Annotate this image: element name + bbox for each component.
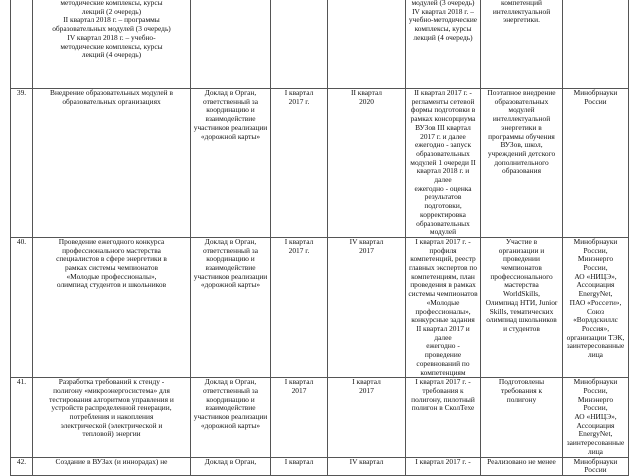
document-type-cell bbox=[191, 0, 271, 89]
executor-cell: Минобрнауки России bbox=[563, 89, 629, 238]
stage-cell: II квартал 2017 г. - регламенты сетевой формы подготовки в рамках консорциума ВУЗов III квартал 2017 г. и далее ежегодно - запуск образовательных модулей 1 очереди II квартал 2018 г. и далее ежегодно - оценка результатов подготовки, корректировка образовательных модулей bbox=[406, 89, 481, 238]
row-number-cell: 41. bbox=[11, 378, 33, 457]
stage-cell: I квартал 2017 г. - bbox=[406, 457, 481, 475]
row-number-cell: 42. bbox=[11, 457, 33, 475]
table-row bbox=[11, 237, 629, 377]
end-date-cell: IV квартал 2017 bbox=[328, 237, 406, 377]
stage-cell: I квартал 2017 г. - требования к полигону, пилотный полигон в СколТехе bbox=[406, 378, 481, 457]
result-cell: компетенций интеллектуальной энергетики. bbox=[481, 0, 563, 89]
end-date-cell: II квартал 2020 bbox=[328, 89, 406, 238]
start-date-cell bbox=[271, 0, 328, 89]
stage-cell: модулей (3 очередь) IV квартал 2018 г. – учебно-методические комплексы, курсы лекций (4 очередь) bbox=[406, 0, 481, 89]
table-row bbox=[11, 89, 629, 238]
result-cell: Участие в организации и проведении чемпионатов профессионального мастерства WorldSkills, Олимпиад НТИ, Junior Skills, тематических олимпиад школьников и студентов bbox=[481, 237, 563, 377]
start-date-cell: I квартал 2017 г. bbox=[271, 237, 328, 377]
measure-cell: Разработка требований к стенду - полигону «микроэнергосистема» для тестирования алгоритмов управления и устройств распределенной генерации, потребления и накопления электрической (электрической и тепловой) энергии bbox=[33, 378, 191, 457]
table-row bbox=[11, 457, 629, 475]
start-date-cell: I квартал bbox=[271, 457, 328, 475]
measure-cell: методические комплексы, курсы лекций (2 очередь) II квартал 2018 г. – программы образовательных модулей (3 очередь) IV квартал 2018 г. – учебно- методические комплексы, курсы лекций (4 очередь) bbox=[33, 0, 191, 89]
table-row bbox=[11, 378, 629, 457]
executor-cell: Минобрнауки России, Минэнерго России, АО «НИЦЭ», Ассоциация EnergyNet, ПАО «Россети», Союз «Ворлдскиллс Россия», организации ТЭК, заинтересованные лица bbox=[563, 237, 629, 377]
executor-cell: Минобрнауки России, Минэнерго России, АО «НИЦЭ», Ассоциация EnergyNet, заинтересованные лица bbox=[563, 378, 629, 457]
document-type-cell: Доклад в Орган, ответственный за координацию и взаимодействие участников реализации «дорожной карты» bbox=[191, 237, 271, 377]
table-row bbox=[11, 0, 629, 89]
executor-cell: Минобрнауки России bbox=[563, 457, 629, 475]
document-type-cell: Доклад в Орган, ответственный за координацию и взаимодействие участников реализации «дорожной карты» bbox=[191, 89, 271, 238]
measure-cell: Проведение ежегодного конкурса профессионального мастерства специалистов в сфере энергетики в рамках системы чемпионатов «Молодые профессионалы», олимпиад студентов и школьников bbox=[33, 237, 191, 377]
result-cell: Поэтапное внедрение образовательных модулей интеллектуальной энергетики в программы обучения ВУЗов, школ, учреждений детского дополнительного образования bbox=[481, 89, 563, 238]
row-number-cell bbox=[11, 0, 33, 89]
row-number-cell: 39. bbox=[11, 89, 33, 238]
end-date-cell: IV квартал bbox=[328, 457, 406, 475]
end-date-cell bbox=[328, 0, 406, 89]
stage-cell: I квартал 2017 г. - профиля компетенций, реестр главных экспертов по компетенциям, план проведения в рамках системы чемпионатов «Молодые профессионалы», конкурсные задания II квартал 2017 и далее ежегодно - проведение соревнований по компетенциям bbox=[406, 237, 481, 377]
result-cell: Реализовано не менее bbox=[481, 457, 563, 475]
row-number-cell: 40. bbox=[11, 237, 33, 377]
measure-cell: Создание в ВУЗах (и иннорадах) не bbox=[33, 457, 191, 475]
roadmap-table bbox=[10, 0, 629, 476]
measure-cell: Внедрение образовательных модулей в образовательных организациях bbox=[33, 89, 191, 238]
executor-cell bbox=[563, 0, 629, 89]
start-date-cell: I квартал 2017 bbox=[271, 378, 328, 457]
end-date-cell: I квартал 2017 bbox=[328, 378, 406, 457]
start-date-cell: I квартал 2017 г. bbox=[271, 89, 328, 238]
result-cell: Подготовлены требования к полигону bbox=[481, 378, 563, 457]
document-type-cell: Доклад в Орган, ответственный за координацию и взаимодействие участников реализации «дорожной карты» bbox=[191, 378, 271, 457]
document-type-cell: Доклад в Орган, bbox=[191, 457, 271, 475]
